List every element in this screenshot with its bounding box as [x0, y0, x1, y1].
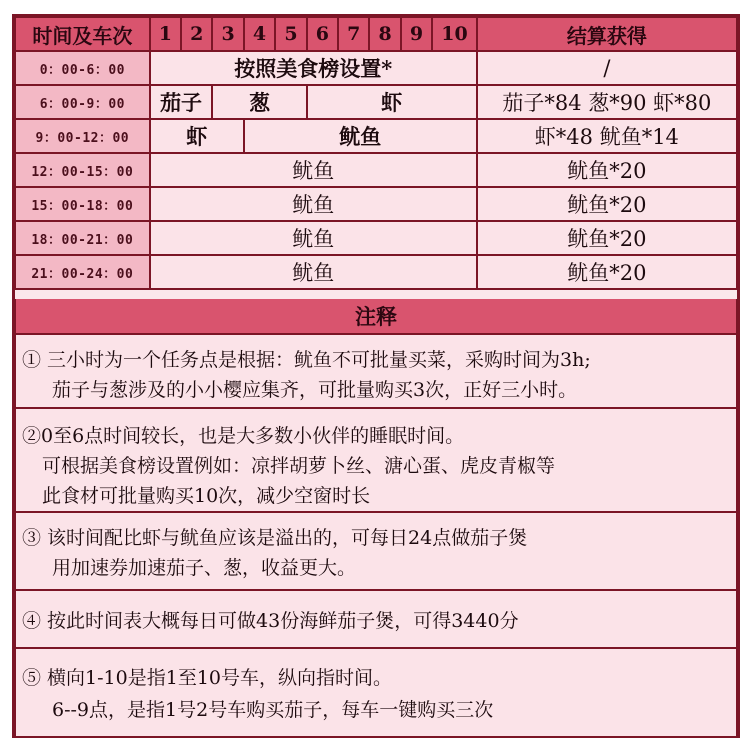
result-cell: 鱿鱼*20	[477, 187, 737, 221]
car-header-8: 8	[369, 17, 400, 51]
schedule-table	[14, 16, 738, 290]
table-row	[15, 221, 737, 255]
note-item-2	[14, 409, 738, 513]
result-cell: 鱿鱼*20	[477, 221, 737, 255]
note-item-4	[14, 591, 738, 649]
header-row	[15, 17, 737, 51]
result-cell: 茄子*84 葱*90 虾*80	[477, 85, 737, 119]
note-line: 可根据美食榜设置例如：凉拌胡萝卜丝、溏心蛋、虎皮青椒等	[42, 455, 556, 477]
note-item-1	[14, 335, 738, 409]
notes-title: 注释	[14, 299, 738, 335]
note-line: ④ 按此时间表大概每日可做43份海鲜茄子煲，可得3440分	[22, 610, 519, 632]
car-cell: 鱿鱼	[150, 187, 477, 221]
car-cell: 按照美食榜设置*	[150, 51, 477, 85]
car-cell: 虾	[150, 119, 244, 153]
table-row	[15, 187, 737, 221]
car-header-9: 9	[401, 17, 432, 51]
car-header-1: 1	[150, 17, 181, 51]
car-header-3: 3	[212, 17, 243, 51]
time-column-header: 时间及车次	[15, 17, 150, 51]
note-line: 茄子与葱涉及的小小樱应集齐，可批量购买3次，正好三小时。	[52, 379, 578, 401]
car-header-10: 10	[432, 17, 477, 51]
table-row	[15, 119, 737, 153]
time-cell: 12：00-15：00	[15, 153, 150, 187]
car-header-7: 7	[338, 17, 369, 51]
time-cell: 21：00-24：00	[15, 255, 150, 289]
result-cell: 鱿鱼*20	[477, 153, 737, 187]
time-cell: 0：00-6：00	[15, 51, 150, 85]
car-header-2: 2	[181, 17, 212, 51]
car-cell: 鱿鱼	[244, 119, 477, 153]
car-cell: 鱿鱼	[150, 221, 477, 255]
car-header-5: 5	[275, 17, 306, 51]
car-header-6: 6	[307, 17, 338, 51]
time-cell: 15：00-18：00	[15, 187, 150, 221]
result-cell: /	[477, 51, 737, 85]
note-line: 用加速券加速茄子、葱，收益更大。	[52, 557, 357, 579]
car-cell: 虾	[307, 85, 477, 119]
note-item-3	[14, 513, 738, 591]
car-cell: 茄子	[150, 85, 213, 119]
note-line: ① 三小时为一个任务点是根据：鱿鱼不可批量买菜，采购时间为3h;	[22, 349, 591, 371]
note-line: ⑤ 横向1-10是指1至10号车，纵向指时间。	[22, 667, 392, 689]
table-row	[15, 255, 737, 289]
result-column-header: 结算获得	[477, 17, 737, 51]
result-cell: 虾*48 鱿鱼*14	[477, 119, 737, 153]
time-cell: 18：00-21：00	[15, 221, 150, 255]
time-cell: 6：00-9：00	[15, 85, 150, 119]
table-row	[15, 153, 737, 187]
note-line: ②0至6点时间较长，也是大多数小伙伴的睡眠时间。	[22, 425, 465, 447]
result-cell: 鱿鱼*20	[477, 255, 737, 289]
table-row	[15, 85, 737, 119]
note-line: 此食材可批量购买10次，减少空窗时长	[42, 485, 371, 507]
note-item-5	[14, 649, 738, 738]
car-cell: 鱿鱼	[150, 153, 477, 187]
car-header-4: 4	[244, 17, 275, 51]
note-line: ③ 该时间配比虾与鱿鱼应该是溢出的，可每日24点做茄子煲	[22, 527, 528, 549]
car-cell: 鱿鱼	[150, 255, 477, 289]
time-cell: 9：00-12：00	[15, 119, 150, 153]
car-cell: 葱	[212, 85, 306, 119]
table-row	[15, 51, 737, 85]
note-line: 6--9点，是指1号2号车购买茄子，每车一键购买三次	[52, 699, 494, 721]
